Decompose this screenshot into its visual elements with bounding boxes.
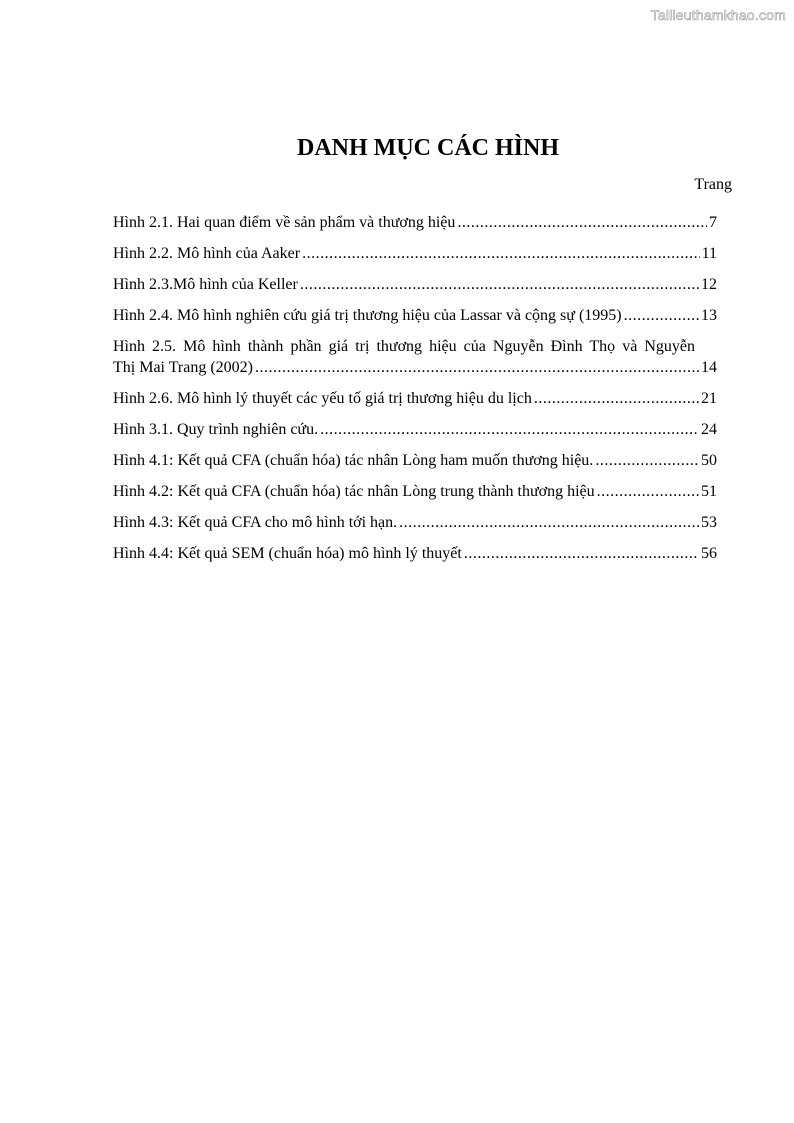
toc-entry-page: 51: [701, 483, 717, 500]
dot-leader: [302, 243, 700, 264]
toc-entry-label: Hình 4.4: Kết quả SEM (chuẩn hóa) mô hình lý thuyết: [113, 545, 462, 562]
toc-entry-label: Hình 2.1. Hai quan điểm về sản phẩm và thương hiệu: [113, 214, 456, 231]
dot-leader: [255, 357, 699, 378]
dot-leader: [624, 305, 699, 326]
toc-entry-line2: [113, 357, 717, 378]
dot-leader: [320, 419, 699, 440]
watermark: Tailieuthamkhao.com: [650, 7, 786, 23]
dot-leader: [534, 388, 699, 409]
toc-entry-page: 50: [701, 452, 717, 469]
toc-entry-page: 24: [701, 421, 717, 438]
toc-entry-2-5[interactable]: [113, 336, 717, 378]
dot-leader: [464, 543, 699, 564]
toc-entry-2-6[interactable]: [113, 388, 717, 409]
dot-leader: [597, 481, 699, 502]
toc-entry-label-line2: Thị Mai Trang (2002): [113, 359, 253, 376]
toc-entry-2-2[interactable]: [113, 243, 717, 264]
toc-entry-label: Hình 2.6. Mô hình lý thuyết các yếu tố giá trị thương hiệu du lịch: [113, 390, 532, 407]
toc-entry-page: 7: [709, 214, 717, 231]
toc-entry-2-3[interactable]: [113, 274, 717, 295]
toc-entry-label: Hình 4.3: Kết quả CFA cho mô hình tới hạn.: [113, 514, 398, 531]
toc-entry-page: 14: [701, 359, 717, 376]
figure-list: [113, 212, 717, 574]
page-column-header: Trang: [694, 176, 732, 193]
dot-leader: [300, 274, 699, 295]
toc-entry-4-4[interactable]: [113, 543, 717, 564]
toc-entry-4-3[interactable]: [113, 512, 717, 533]
toc-entry-page: 56: [701, 545, 717, 562]
toc-entry-page: 21: [701, 390, 717, 407]
page-title: DANH MỤC CÁC HÌNH: [297, 135, 559, 161]
toc-entry-4-2[interactable]: [113, 481, 717, 502]
toc-entry-2-1[interactable]: [113, 212, 717, 233]
toc-entry-page: 12: [701, 276, 717, 293]
dot-leader: [595, 450, 699, 471]
toc-entry-label: Hình 3.1. Quy trình nghiên cứu.: [113, 421, 319, 438]
dot-leader: [457, 212, 707, 233]
toc-entry-page: 53: [701, 514, 717, 531]
toc-entry-label: Hình 2.3.Mô hình của Keller: [113, 276, 298, 293]
dot-leader: [399, 512, 699, 533]
toc-entry-3-1[interactable]: [113, 419, 717, 440]
toc-entry-label: Hình 4.2: Kết quả CFA (chuẩn hóa) tác nhân Lòng trung thành thương hiệu: [113, 483, 595, 500]
toc-entry-4-1[interactable]: [113, 450, 717, 471]
toc-entry-page: 13: [701, 307, 717, 324]
toc-entry-page: 11: [701, 245, 717, 262]
toc-entry-label: Hình 2.4. Mô hình nghiên cứu giá trị thương hiệu của Lassar và cộng sự (1995): [113, 307, 622, 324]
toc-entry-label: Hình 2.2. Mô hình của Aaker: [113, 245, 301, 262]
toc-entry-label: Hình 4.1: Kết quả CFA (chuẩn hóa) tác nhân Lòng ham muốn thương hiệu.: [113, 452, 594, 469]
toc-entry-2-4[interactable]: [113, 305, 717, 326]
toc-entry-label-line1: Hình 2.5. Mô hình thành phần giá trị thương hiệu của Nguyễn Đình Thọ và Nguyễn: [113, 338, 695, 355]
